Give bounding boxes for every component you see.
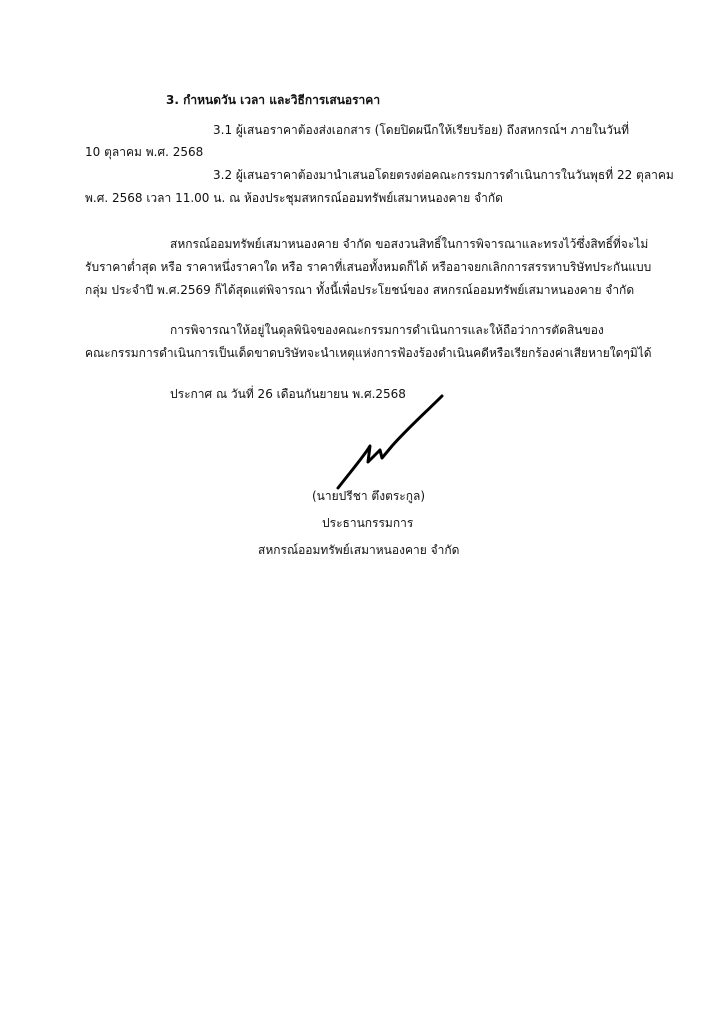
item-3-2-line-1: 3.2 ผู้เสนอราคาต้องมานำเสนอโดยตรงต่อคณะกรรมการดำเนินการในวันพุธที่ 22 ตุลาคม [213, 168, 674, 182]
item-3-1-line-1: 3.1 ผู้เสนอราคาต้องส่งเอกสาร (โดยปิดผนึกให้เรียบร้อย) ถึงสหกรณ์ฯ ภายในวันที่ [213, 123, 630, 137]
item-3-2-line-2: พ.ศ. 2568 เวลา 11.00 น. ณ ห้องประชุมสหกรณ์ออมทรัพย์เสมาหนองคาย จำกัด [85, 191, 503, 205]
decision-paragraph-line-1: การพิจารณาให้อยู่ในดุลพินิจของคณะกรรมการดำเนินการและให้ถือว่าการตัดสินของ [170, 323, 604, 337]
decision-paragraph-line-2: คณะกรรมการดำเนินการเป็นเด็ดขาดบริษัทจะนำเหตุแห่งการฟ้องร้องดำเนินคดีหรือเรียกร้องค่าเสียหายใดๆมิได้ [85, 346, 652, 360]
announcement-date: ประกาศ ณ วันที่ 26 เดือนกันยายน พ.ศ.2568 [170, 387, 406, 401]
signatory-name: (นายปรีชา ตึงตระกูล) [312, 489, 426, 503]
rights-paragraph-line-3: กลุ่ม ประจำปี พ.ศ.2569 ก็ได้สุดแต่พิจารณา ทั้งนี้เพื่อประโยชน์ของ สหกรณ์ออมทรัพย์เสมาหนองคาย จำกัด [85, 283, 635, 297]
signature-image [330, 392, 450, 492]
section-heading: 3. กำหนดวัน เวลา และวิธีการเสนอราคา [166, 93, 381, 107]
rights-paragraph-line-2: รับราคาต่ำสุด หรือ ราคาหนึ่งราคาใด หรือ ราคาที่เสนอทั้งหมดก็ได้ หรืออาจยกเลิกการสรรหาบริษัทประกันแบบ [85, 260, 652, 274]
item-3-1-line-2: 10 ตุลาคม พ.ศ. 2568 [85, 145, 204, 159]
signatory-position: ประธานกรรมการ [322, 516, 414, 530]
signatory-organization: สหกรณ์ออมทรัพย์เสมาหนองคาย จำกัด [258, 543, 460, 557]
rights-paragraph-line-1: สหกรณ์ออมทรัพย์เสมาหนองคาย จำกัด ขอสงวนสิทธิ์ในการพิจารณาและทรงไว้ซึ่งสิทธิ์ที่จะไม่ [170, 237, 649, 251]
